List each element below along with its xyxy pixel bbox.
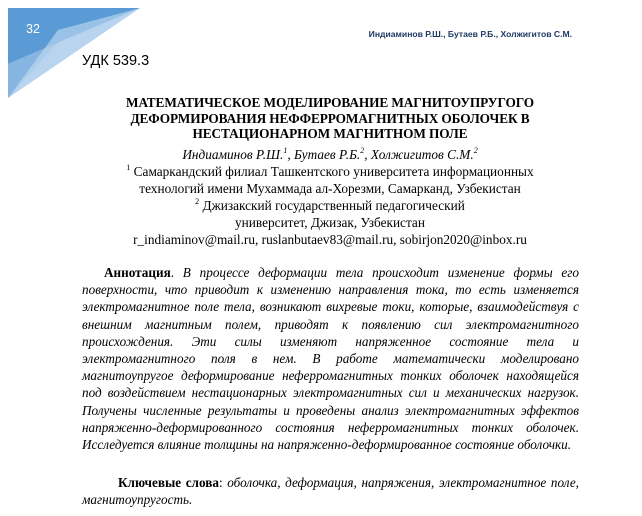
title-line: МАТЕМАТИЧЕСКОЕ МОДЕЛИРОВАНИЕ МАГНИТОУПРУГОГО (126, 95, 534, 110)
title-line: НЕСТАЦИОНАРНОМ МАГНИТНОМ ПОЛЕ (192, 126, 468, 141)
affiliation-line: Джизакский государственный педагогический (199, 198, 465, 213)
keywords-text: оболочка, деформация, напряжения, электромагнитное поле, магнитоупругость. (82, 475, 579, 508)
affiliation-sup: 2 (195, 197, 200, 206)
author-sup: 1 (283, 146, 288, 155)
separator: , (287, 147, 294, 162)
authors-line (82, 146, 578, 163)
author-emails: r_indiaminov@mail.ru, ruslanbutaev83@mail.ru, sobirjon2020@inbox.ru (133, 232, 527, 247)
author-sup: 2 (473, 146, 478, 155)
article-title (82, 95, 578, 142)
affiliation-2 (82, 197, 578, 231)
author-name: Холжигитов С.М. (370, 147, 474, 162)
affiliation-line: Самаркандский филиал Ташкентского университета информационных (130, 164, 534, 179)
keywords-label: Ключевые слова (118, 475, 219, 490)
separator: , (364, 147, 371, 162)
udk-code: УДК 539.3 (82, 53, 150, 69)
author-name: Индиаминов Р.Ш. (182, 147, 284, 162)
running-head: Индиаминов Р.Ш., Бутаев Р.Б., Холжигитов С.М. (368, 29, 572, 39)
affiliation-line: технологий имени Мухаммада ал-Хорезми, Самарканд, Узбекистан (139, 181, 521, 196)
abstract (82, 264, 579, 453)
separator: : (218, 475, 228, 490)
abstract-text: В процессе деформации тела происходит изменение формы его поверхности, что приводит к изменению направления тока, то есть изменяется электромагнитное поле тела, возникают вихревые токи, которые, взаимодействуя с внешним магнитным полем, приводят к появлению сил электромагнитного происхождения. Эти силы изменяют напряженное состояние тела и электромагнитного поля в нем. В работе математически моделировано магнитоупругое деформирование неферромагнитных тонких оболочек находящейся под воздействием нестационарных электромагнитных сил и механических нагрузок. Получены численные результаты и проведены анализ электромагнитных эффектов напряженно-деформированного состояния неферромагнитных тонких оболочек. Исследуется влияние толщины на напряженно-деформированное состояние оболочки. (82, 265, 579, 453)
affiliation-sup: 1 (126, 163, 131, 172)
author-sup: 2 (360, 146, 365, 155)
affiliation-line: университет, Джизак, Узбекистан (235, 215, 425, 230)
abstract-label: Аннотация (104, 265, 171, 280)
page-number: 32 (26, 22, 40, 36)
affiliation-1 (82, 163, 578, 197)
title-line: ДЕФОРМИРОВАНИЯ НЕФФЕРРОМАГНИТНЫХ ОБОЛОЧЕК В (130, 110, 530, 126)
separator: . (170, 265, 183, 280)
keywords (82, 474, 579, 508)
author-name: Бутаев Р.Б. (293, 147, 361, 162)
